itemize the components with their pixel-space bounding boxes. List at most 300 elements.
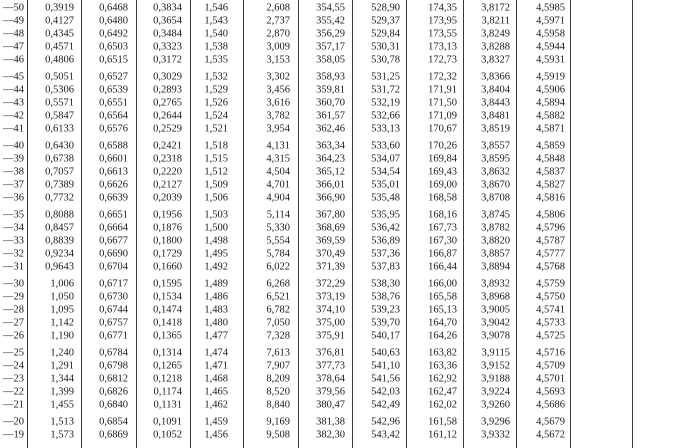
table-cell-c4: 1,480: [204, 317, 228, 329]
table-cell-c5: 7,328: [266, 330, 290, 342]
table-cell-c3: 0,1660: [153, 261, 182, 273]
table-cell-c8: 172,73: [428, 54, 457, 66]
table-cell-c4: 1,498: [204, 235, 228, 247]
table-cell-c1: 0,4127: [45, 15, 74, 27]
table-cell-c9: 3,9296: [481, 416, 510, 428]
table-cell-c3: 0,3029: [153, 71, 182, 83]
table-cell-c4: 1,486: [204, 291, 228, 303]
table-cell-c8: 163,36: [428, 360, 457, 372]
table-cell-c4: 1,471: [204, 360, 228, 372]
table-cell-c4: 1,529: [204, 84, 228, 96]
table-cell-c8: 171,50: [428, 97, 457, 109]
table-cell-c1: 1,344: [50, 373, 74, 385]
table-cell-c3: 0,1052: [153, 429, 182, 441]
table-cell-c4: 1,546: [204, 2, 228, 14]
table-cell-c8: 164,70: [428, 317, 457, 329]
table-cell-c10: 4,5848: [536, 153, 565, 165]
table-cell-c1: 0,8457: [45, 222, 74, 234]
table-cell-c2: 0,6771: [99, 330, 128, 342]
table-cell-c4: 1,521: [204, 123, 228, 135]
table-cell-c5: 3,302: [266, 71, 290, 83]
table-cell-c8: 170,26: [428, 140, 457, 152]
table-cell-c1: 0,5306: [45, 84, 74, 96]
table-cell-c3: 0,2318: [153, 153, 182, 165]
table-cell-c10: 4,5709: [536, 360, 565, 372]
table-cell-c5: 7,050: [266, 317, 290, 329]
table-cell-c10: 4,5985: [536, 2, 565, 14]
table-cell-c5: 2,608: [266, 2, 290, 14]
temperature-cell: —22: [3, 386, 24, 398]
table-cell-c7: 537,36: [371, 248, 400, 260]
table-cell-c9: 3,8820: [481, 235, 510, 247]
table-cell-c10: 4,5777: [536, 248, 565, 260]
table-cell-c1: 1,142: [50, 317, 74, 329]
temperature-cell: —41: [3, 123, 24, 135]
temperature-cell: —26: [3, 330, 24, 342]
table-cell-c10: 4,5796: [536, 222, 565, 234]
table-cell-c9: 3,8894: [481, 261, 510, 273]
table-cell-c9: 3,8708: [481, 192, 510, 204]
table-cell-c1: 0,6430: [45, 140, 74, 152]
table-cell-c1: 0,8088: [45, 209, 74, 221]
table-cell-c3: 0,2644: [153, 110, 182, 122]
table-cell-c9: 3,8288: [481, 41, 510, 53]
table-cell-c1: 0,6738: [45, 153, 74, 165]
temperature-cell: —42: [3, 110, 24, 122]
table-cell-c7: 529,84: [371, 28, 400, 40]
table-cell-c3: 0,2220: [153, 166, 182, 178]
column-divider: [27, 0, 28, 448]
table-cell-c5: 3,954: [266, 123, 290, 135]
table-cell-c9: 3,9332: [481, 429, 510, 441]
temperature-cell: —48: [3, 28, 24, 40]
table-cell-c6: 375,00: [316, 317, 345, 329]
table-cell-c10: 4,5827: [536, 179, 565, 191]
temperature-cell: —45: [3, 71, 24, 83]
column-divider: [136, 0, 137, 448]
table-cell-c3: 0,1091: [153, 416, 182, 428]
table-cell-c10: 4,5768: [536, 261, 565, 273]
table-cell-c3: 0,1265: [153, 360, 182, 372]
table-cell-c1: 0,4571: [45, 41, 74, 53]
table-cell-c6: 370,49: [316, 248, 345, 260]
table-cell-c8: 166,44: [428, 261, 457, 273]
table-cell-c8: 164,26: [428, 330, 457, 342]
table-cell-c6: 374,10: [316, 304, 345, 316]
table-cell-c2: 0,6515: [99, 54, 128, 66]
temperature-cell: —46: [3, 54, 24, 66]
table-cell-c4: 1,512: [204, 166, 228, 178]
table-cell-c2: 0,6527: [99, 71, 128, 83]
table-cell-c2: 0,6503: [99, 41, 128, 53]
table-cell-c2: 0,6826: [99, 386, 128, 398]
temperature-cell: —40: [3, 140, 24, 152]
table-cell-c6: 360,70: [316, 97, 345, 109]
table-cell-c8: 162,47: [428, 386, 457, 398]
table-cell-c7: 533,13: [371, 123, 400, 135]
column-divider: [516, 0, 517, 448]
table-cell-c7: 530,31: [371, 41, 400, 53]
table-cell-c9: 3,8366: [481, 71, 510, 83]
table-cell-c4: 1,462: [204, 399, 228, 411]
table-cell-c8: 161,12: [428, 429, 457, 441]
table-cell-c5: 3,153: [266, 54, 290, 66]
table-cell-c6: 373,19: [316, 291, 345, 303]
table-cell-c1: 1,455: [50, 399, 74, 411]
table-cell-c2: 0,6492: [99, 28, 128, 40]
table-cell-c1: 1,240: [50, 347, 74, 359]
table-cell-c5: 4,701: [266, 179, 290, 191]
table-cell-c7: 532,66: [371, 110, 400, 122]
table-cell-c7: 535,95: [371, 209, 400, 221]
table-cell-c5: 5,784: [266, 248, 290, 260]
table-cell-c2: 0,6798: [99, 360, 128, 372]
table-cell-c5: 7,907: [266, 360, 290, 372]
table-cell-c5: 3,456: [266, 84, 290, 96]
table-cell-c7: 538,30: [371, 278, 400, 290]
table-cell-c8: 169,84: [428, 153, 457, 165]
table-cell-c8: 166,87: [428, 248, 457, 260]
table-cell-c8: 165,58: [428, 291, 457, 303]
table-cell-c7: 529,37: [371, 15, 400, 27]
table-cell-c7: 536,42: [371, 222, 400, 234]
table-cell-c3: 0,2529: [153, 123, 182, 135]
table-cell-c9: 3,9005: [481, 304, 510, 316]
table-cell-c9: 3,8249: [481, 28, 510, 40]
table-cell-c1: 0,7732: [45, 192, 74, 204]
table-cell-c9: 3,8404: [481, 84, 510, 96]
table-cell-c6: 377,73: [316, 360, 345, 372]
table-cell-c2: 0,6576: [99, 123, 128, 135]
table-cell-c10: 4,5971: [536, 15, 565, 27]
temperature-cell: —29: [3, 291, 24, 303]
table-cell-c9: 3,8670: [481, 179, 510, 191]
table-cell-c6: 362,46: [316, 123, 345, 135]
table-cell-c4: 1,468: [204, 373, 228, 385]
table-cell-c4: 1,489: [204, 278, 228, 290]
temperature-cell: —23: [3, 373, 24, 385]
table-cell-c10: 4,5958: [536, 28, 565, 40]
table-cell-c7: 535,48: [371, 192, 400, 204]
table-cell-c8: 171,91: [428, 84, 457, 96]
table-cell-c2: 0,6651: [99, 209, 128, 221]
table-cell-c4: 1,540: [204, 28, 228, 40]
table-cell-c10: 4,5906: [536, 84, 565, 96]
table-cell-c1: 0,5051: [45, 71, 74, 83]
table-cell-c10: 4,5750: [536, 291, 565, 303]
table-cell-c5: 3,616: [266, 97, 290, 109]
temperature-cell: —44: [3, 84, 24, 96]
table-cell-c10: 4,5693: [536, 386, 565, 398]
table-cell-c3: 0,1365: [153, 330, 182, 342]
table-cell-c6: 379,56: [316, 386, 345, 398]
table-cell-c9: 3,8172: [481, 2, 510, 14]
temperature-cell: —19: [3, 429, 24, 441]
table-cell-c6: 378,64: [316, 373, 345, 385]
table-cell-c4: 1,526: [204, 97, 228, 109]
table-cell-c7: 541,10: [371, 360, 400, 372]
temperature-cell: —20: [3, 416, 24, 428]
table-cell-c1: 0,9234: [45, 248, 74, 260]
table-cell-c2: 0,6539: [99, 84, 128, 96]
table-cell-c8: 167,30: [428, 235, 457, 247]
table-cell-c2: 0,6626: [99, 179, 128, 191]
table-cell-c10: 4,5725: [536, 330, 565, 342]
table-cell-c4: 1,474: [204, 347, 228, 359]
table-cell-c8: 173,95: [428, 15, 457, 27]
table-cell-c1: 0,9643: [45, 261, 74, 273]
table-cell-c9: 3,8857: [481, 248, 510, 260]
table-cell-c8: 167,73: [428, 222, 457, 234]
table-cell-c2: 0,6757: [99, 317, 128, 329]
table-cell-c9: 3,8782: [481, 222, 510, 234]
temperature-cell: —43: [3, 97, 24, 109]
table-cell-c5: 8,840: [266, 399, 290, 411]
table-cell-c6: 367,80: [316, 209, 345, 221]
table-cell-c5: 2,870: [266, 28, 290, 40]
table-cell-c10: 4,5686: [536, 399, 565, 411]
table-cell-c7: 542,49: [371, 399, 400, 411]
table-cell-c5: 5,554: [266, 235, 290, 247]
table-cell-c9: 3,8557: [481, 140, 510, 152]
table-cell-c3: 0,1218: [153, 373, 182, 385]
table-cell-c2: 0,6468: [99, 2, 128, 14]
table-cell-c9: 3,8745: [481, 209, 510, 221]
table-cell-c6: 372,29: [316, 278, 345, 290]
table-cell-c10: 4,5837: [536, 166, 565, 178]
table-cell-c9: 3,9260: [481, 399, 510, 411]
table-cell-c10: 4,5859: [536, 140, 565, 152]
table-cell-c3: 0,1800: [153, 235, 182, 247]
table-cell-c6: 354,55: [316, 2, 345, 14]
temperature-cell: —37: [3, 179, 24, 191]
table-cell-c2: 0,6551: [99, 97, 128, 109]
table-cell-c8: 173,55: [428, 28, 457, 40]
table-cell-c8: 162,02: [428, 399, 457, 411]
table-cell-c8: 165,13: [428, 304, 457, 316]
table-cell-c4: 1,535: [204, 54, 228, 66]
table-cell-c8: 174,35: [428, 2, 457, 14]
table-cell-c1: 1,513: [50, 416, 74, 428]
table-cell-c10: 4,5741: [536, 304, 565, 316]
table-cell-c2: 0,6664: [99, 222, 128, 234]
table-cell-c3: 0,1956: [153, 209, 182, 221]
table-cell-c6: 366,01: [316, 179, 345, 191]
table-cell-c10: 4,5871: [536, 123, 565, 135]
temperature-cell: —36: [3, 192, 24, 204]
column-divider: [243, 0, 244, 448]
table-cell-c9: 3,8481: [481, 110, 510, 122]
column-divider: [190, 0, 191, 448]
table-cell-c10: 4,5716: [536, 347, 565, 359]
table-cell-c3: 0,1418: [153, 317, 182, 329]
table-cell-c10: 4,5894: [536, 97, 565, 109]
table-cell-c5: 8,520: [266, 386, 290, 398]
table-cell-c6: 368,69: [316, 222, 345, 234]
table-cell-c3: 0,3323: [153, 41, 182, 53]
table-cell-c7: 536,89: [371, 235, 400, 247]
temperature-cell: —25: [3, 347, 24, 359]
table-cell-c10: 4,5787: [536, 235, 565, 247]
temperature-cell: —24: [3, 360, 24, 372]
table-cell-c5: 6,521: [266, 291, 290, 303]
table-cell-c5: 5,114: [266, 209, 290, 221]
table-cell-c2: 0,6784: [99, 347, 128, 359]
table-cell-c5: 6,268: [266, 278, 290, 290]
table-cell-c4: 1,456: [204, 429, 228, 441]
table-cell-c7: 531,72: [371, 84, 400, 96]
table-cell-c4: 1,492: [204, 261, 228, 273]
table-cell-c3: 0,2039: [153, 192, 182, 204]
table-cell-c1: 1,291: [50, 360, 74, 372]
table-cell-c6: 371,39: [316, 261, 345, 273]
table-cell-c3: 0,2765: [153, 97, 182, 109]
table-cell-c6: 365,12: [316, 166, 345, 178]
table-cell-c1: 1,190: [50, 330, 74, 342]
table-cell-c1: 0,8839: [45, 235, 74, 247]
table-cell-c1: 0,4345: [45, 28, 74, 40]
table-cell-c10: 4,5919: [536, 71, 565, 83]
table-cell-c2: 0,6588: [99, 140, 128, 152]
table-cell-c6: 361,57: [316, 110, 345, 122]
table-cell-c7: 531,25: [371, 71, 400, 83]
table-cell-c9: 3,9224: [481, 386, 510, 398]
table-cell-c4: 1,459: [204, 416, 228, 428]
table-cell-c9: 3,8211: [481, 15, 510, 27]
table-cell-c7: 538,76: [371, 291, 400, 303]
table-cell-c3: 0,1595: [153, 278, 182, 290]
table-cell-c9: 3,8968: [481, 291, 510, 303]
column-divider: [632, 0, 633, 448]
table-cell-c3: 0,2893: [153, 84, 182, 96]
table-cell-c5: 3,009: [266, 41, 290, 53]
table-cell-c7: 535,01: [371, 179, 400, 191]
temperature-cell: —39: [3, 153, 24, 165]
table-cell-c4: 1,515: [204, 153, 228, 165]
temperature-cell: —31: [3, 261, 24, 273]
table-cell-c7: 539,23: [371, 304, 400, 316]
table-cell-c8: 163,82: [428, 347, 457, 359]
table-cell-c3: 0,2127: [153, 179, 182, 191]
temperature-cell: —35: [3, 209, 24, 221]
table-cell-c2: 0,6601: [99, 153, 128, 165]
table-cell-c10: 4,5672: [536, 429, 565, 441]
temperature-cell: —33: [3, 235, 24, 247]
table-cell-c6: 356,29: [316, 28, 345, 40]
table-cell-c3: 0,1474: [153, 304, 182, 316]
temperature-cell: —47: [3, 41, 24, 53]
table-cell-c8: 168,58: [428, 192, 457, 204]
table-cell-c8: 170,67: [428, 123, 457, 135]
table-cell-c7: 532,19: [371, 97, 400, 109]
table-cell-c9: 3,9042: [481, 317, 510, 329]
table-cell-c7: 539,70: [371, 317, 400, 329]
table-cell-c6: 382,30: [316, 429, 345, 441]
temperature-cell: —30: [3, 278, 24, 290]
temperature-cell: —49: [3, 15, 24, 27]
table-cell-c1: 1,573: [50, 429, 74, 441]
table-cell-c8: 169,43: [428, 166, 457, 178]
table-cell-c2: 0,6677: [99, 235, 128, 247]
table-cell-c4: 1,518: [204, 140, 228, 152]
table-cell-c10: 4,5759: [536, 278, 565, 290]
table-cell-c7: 533,60: [371, 140, 400, 152]
table-cell-c6: 358,93: [316, 71, 345, 83]
table-cell-c10: 4,5733: [536, 317, 565, 329]
table-cell-c6: 359,81: [316, 84, 345, 96]
table-cell-c8: 169,00: [428, 179, 457, 191]
table-cell-c8: 161,58: [428, 416, 457, 428]
table-cell-c2: 0,6480: [99, 15, 128, 27]
table-cell-c3: 0,3654: [153, 15, 182, 27]
table-cell-c2: 0,6704: [99, 261, 128, 273]
table-cell-c5: 7,613: [266, 347, 290, 359]
column-divider: [463, 0, 464, 448]
table-cell-c1: 1,399: [50, 386, 74, 398]
table-cell-c5: 9,508: [266, 429, 290, 441]
table-cell-c9: 3,8519: [481, 123, 510, 135]
table-cell-c4: 1,477: [204, 330, 228, 342]
temperature-cell: —32: [3, 248, 24, 260]
table-cell-c6: 364,23: [316, 153, 345, 165]
table-cell-c1: 1,006: [50, 278, 74, 290]
table-cell-c7: 528,90: [371, 2, 400, 14]
table-cell-c7: 537,83: [371, 261, 400, 273]
table-cell-c1: 0,3919: [45, 2, 74, 14]
table-cell-c3: 0,1876: [153, 222, 182, 234]
column-divider: [352, 0, 353, 448]
table-cell-c8: 162,92: [428, 373, 457, 385]
temperature-cell: —28: [3, 304, 24, 316]
table-cell-c10: 4,5944: [536, 41, 565, 53]
table-cell-c1: 0,6133: [45, 123, 74, 135]
table-cell-c5: 6,782: [266, 304, 290, 316]
table-cell-c3: 0,1314: [153, 347, 182, 359]
table-cell-c3: 0,3834: [153, 2, 182, 14]
table-cell-c4: 1,543: [204, 15, 228, 27]
table-cell-c4: 1,483: [204, 304, 228, 316]
table-cell-c6: 357,17: [316, 41, 345, 53]
table-cell-c5: 8,209: [266, 373, 290, 385]
table-cell-c5: 4,315: [266, 153, 290, 165]
table-cell-c10: 4,5679: [536, 416, 565, 428]
temperature-cell: —50: [3, 2, 24, 14]
table-cell-c3: 0,1174: [153, 386, 182, 398]
column-divider: [406, 0, 407, 448]
table-cell-c1: 0,5571: [45, 97, 74, 109]
column-divider: [81, 0, 82, 448]
table-cell-c3: 0,1729: [153, 248, 182, 260]
table-cell-c7: 530,78: [371, 54, 400, 66]
table-cell-c7: 542,96: [371, 416, 400, 428]
table-cell-c9: 3,8595: [481, 153, 510, 165]
table-cell-c1: 1,095: [50, 304, 74, 316]
table-cell-c6: 369,59: [316, 235, 345, 247]
table-cell-c5: 9,169: [266, 416, 290, 428]
table-cell-c4: 1,506: [204, 192, 228, 204]
table-cell-c6: 381,38: [316, 416, 345, 428]
table-cell-c3: 0,3484: [153, 28, 182, 40]
table-cell-c1: 0,7057: [45, 166, 74, 178]
table-cell-c4: 1,495: [204, 248, 228, 260]
table-cell-c6: 366,90: [316, 192, 345, 204]
table-cell-c9: 3,8632: [481, 166, 510, 178]
table-cell-c7: 534,54: [371, 166, 400, 178]
table-cell-c8: 171,09: [428, 110, 457, 122]
table-cell-c5: 4,504: [266, 166, 290, 178]
table-cell-c6: 375,91: [316, 330, 345, 342]
table-cell-c2: 0,6812: [99, 373, 128, 385]
